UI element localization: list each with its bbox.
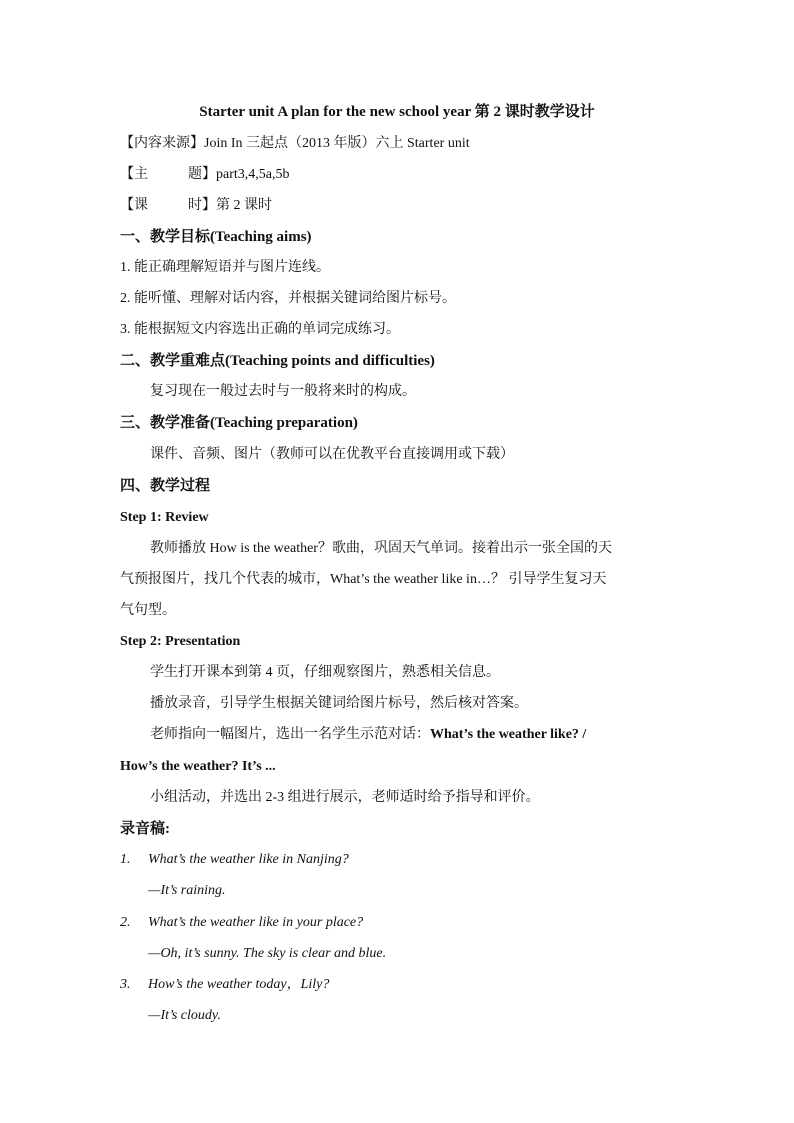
document-title: Starter unit A plan for the new school year 第 2 课时教学设计: [199, 104, 595, 120]
meta-topic-value: part3,4,5a,5b: [216, 167, 290, 182]
step2-para-3-bold: What’s the weather like? /: [430, 727, 587, 742]
step2-para-2: 播放录音，引导学生根据关键词给图片标号，然后核对答案。: [150, 696, 528, 711]
step2-heading: Step 2: Presentation: [120, 634, 241, 649]
aims-heading: 一、教学目标(Teaching aims): [120, 229, 312, 245]
points-heading: 二、教学重难点(Teaching points and difficulties): [120, 353, 435, 369]
meta-period-label-b: 时】: [188, 198, 216, 213]
script-item-3-number: 3.: [120, 977, 131, 992]
prep-heading: 三、教学准备(Teaching preparation): [120, 415, 358, 431]
step2-para-3: [150, 725, 586, 745]
script-item-1-number: 1.: [120, 852, 131, 867]
step2-para-4: 小组活动，并选出 2-3 组进行展示，老师适时给予指导和评价。: [150, 790, 540, 805]
meta-topic-label-b: 题】: [188, 167, 216, 182]
meta-source: [120, 134, 470, 154]
script-item-2-answer-text: —Oh, it’s sunny. The sky is clear and blue.: [148, 946, 387, 961]
script-item-2-question-text: What’s the weather like in your place?: [148, 915, 364, 930]
meta-source-label: 【内容来源】: [120, 136, 204, 151]
process-heading: 四、教学过程: [120, 478, 211, 494]
script-item-1-answer-text: —It’s raining.: [148, 883, 226, 898]
script-item-3-question-text: How’s the weather today，Lily?: [148, 977, 330, 992]
aim-item-3: 3. 能根据短文内容选出正确的单词完成练习。: [120, 322, 400, 337]
meta-source-value: Join In 三起点（2013 年版）六上 Starter unit: [204, 136, 470, 151]
step2-para-1: 学生打开课本到第 4 页，仔细观察图片，熟悉相关信息。: [150, 665, 500, 680]
aim-item-1: 1. 能正确理解短语并与图片连线。: [120, 260, 330, 275]
meta-topic: [120, 165, 289, 185]
points-text: 复习现在一般过去时与一般将来时的构成。: [150, 384, 416, 399]
script-item-3-answer-text: —It’s cloudy.: [148, 1008, 221, 1023]
step1-line-3: 气句型。: [120, 603, 176, 618]
meta-topic-label-a: 【主: [120, 167, 148, 182]
meta-period-value: 第 2 课时: [216, 198, 272, 213]
step1-heading: Step 1: Review: [120, 510, 209, 525]
meta-period-label-a: 【课: [120, 198, 148, 213]
script-item-1-question-text: What’s the weather like in Nanjing?: [148, 852, 349, 867]
script-heading: 录音稿:: [120, 821, 170, 837]
step1-line-2: 气预报图片，找几个代表的城市，What’s the weather like in…？ 引导学生复习天: [120, 572, 607, 587]
step2-para-3-text: 老师指向一幅图片，选出一名学生示范对话：: [150, 727, 430, 742]
script-item-2-number: 2.: [120, 915, 131, 930]
aim-item-2: 2. 能听懂、理解对话内容，并根据关键词给图片标号。: [120, 291, 456, 306]
meta-period: [120, 196, 272, 216]
step1-line-1: 教师播放 How is the weather？歌曲，巩固天气单词。接着出示一张全国的天: [150, 541, 612, 556]
step2-para-3-cont: How’s the weather? It’s ...: [120, 759, 276, 774]
prep-text: 课件、音频、图片（教师可以在优教平台直接调用或下载）: [150, 447, 514, 462]
